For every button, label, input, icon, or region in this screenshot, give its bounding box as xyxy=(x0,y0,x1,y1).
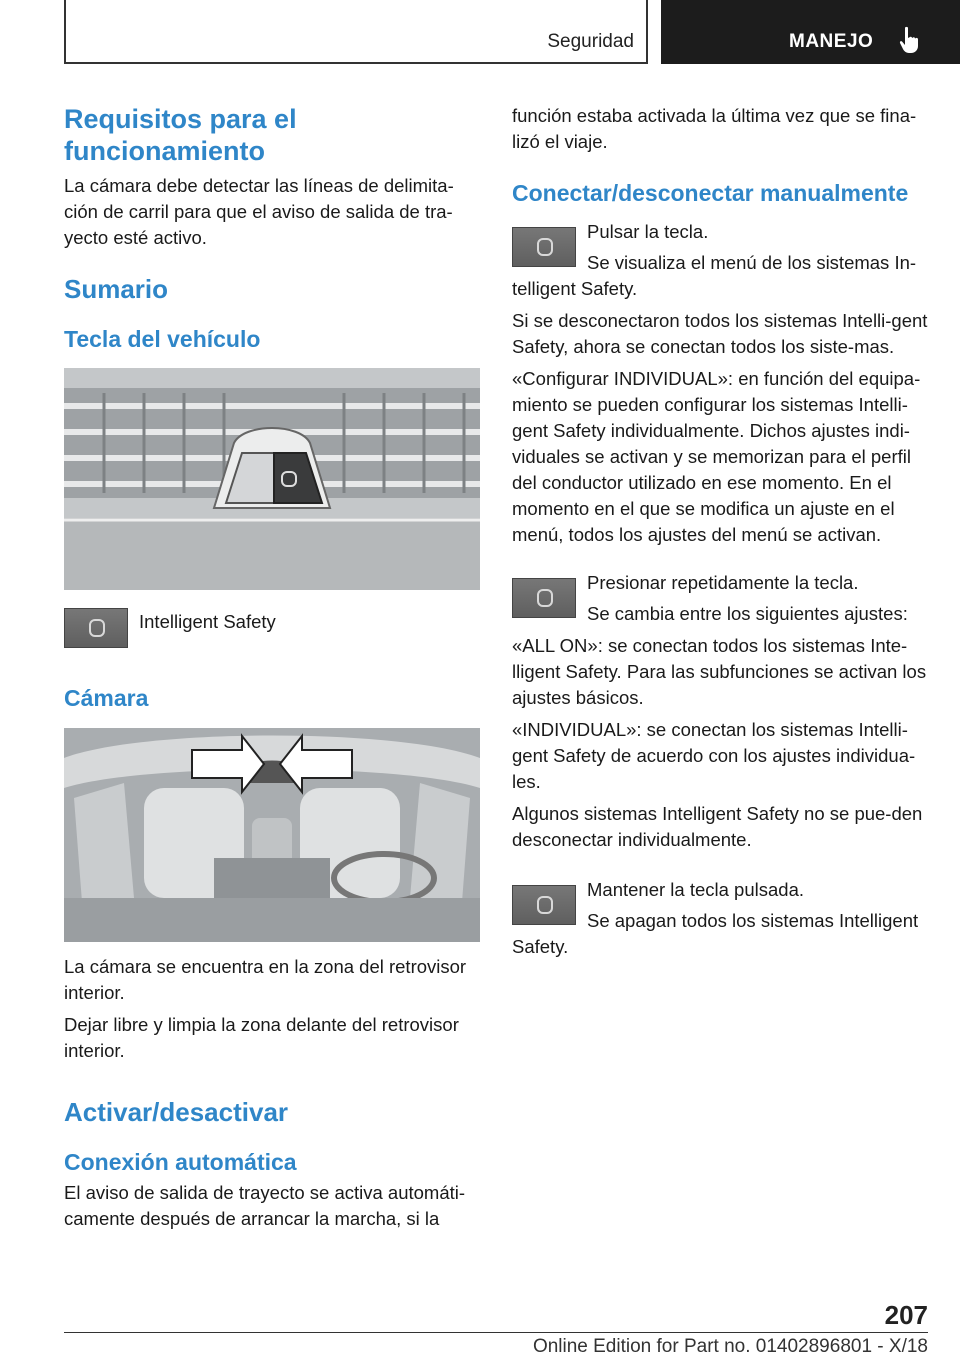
heading-requisitos: Requisitos para el funcionamiento xyxy=(64,104,297,166)
header-chapter-title: MANEJO xyxy=(789,31,874,52)
intelligent-safety-button-icon xyxy=(512,578,576,618)
text-apagan: Se apagan todos los sistemas Intelligent xyxy=(587,910,919,931)
right-column xyxy=(512,103,928,960)
key-label-intelligent-safety: Intelligent Safety xyxy=(139,611,276,632)
text-continuacion: función estaba activada la última vez que se fina-lizó el viaje. xyxy=(512,105,917,152)
heading-manual: Conectar/desconectar manualmente xyxy=(512,180,909,206)
header-section-title: Seguridad xyxy=(547,31,634,52)
text-presionar: Presionar repetidamente la tecla. xyxy=(587,572,859,593)
text-algunos: Algunos sistemas Intelligent Safety no se pue-den desconectar individualmente. xyxy=(512,803,923,850)
footer-rule xyxy=(64,1332,928,1333)
heading-activar: Activar/desactivar xyxy=(64,1097,289,1127)
camera-location-illustration xyxy=(64,728,480,942)
text-mantener: Mantener la tecla pulsada. xyxy=(587,879,804,900)
header-section-tab xyxy=(64,0,648,64)
vehicle-key-illustration xyxy=(64,368,480,590)
intelligent-safety-button-icon xyxy=(64,608,128,648)
heading-tecla-vehiculo: Tecla del vehículo xyxy=(64,326,261,352)
key-row-mantener xyxy=(512,877,928,960)
page-number: 207 xyxy=(884,1300,928,1330)
edition-note: Online Edition for Part no. 01402896801 - X/18 xyxy=(532,1336,928,1357)
text-all-on: «ALL ON»: se conectan todos los sistemas Inte-lligent Safety. Para las subfunciones se activan los ajustes básicos. xyxy=(512,635,927,708)
header-chapter-tab xyxy=(661,0,960,64)
text-visualiza: Se visualiza el menú de los sistemas In- xyxy=(587,252,917,273)
text-conexion: El aviso de salida de trayecto se activa automáti-camente después de arrancar la marcha, si la xyxy=(64,1182,466,1229)
intelligent-safety-button-icon xyxy=(512,885,576,925)
text-desconectaron: Si se desconectaron todos los sistemas Intelli-gent Safety, ahora se conectan todos los siste-mas. xyxy=(512,310,928,357)
text-apagan-cont: Safety. xyxy=(512,936,569,957)
heading-conexion-automatica: Conexión automática xyxy=(64,1149,297,1175)
text-pulsar: Pulsar la tecla. xyxy=(587,221,709,242)
text-camara-2: Dejar libre y limpia la zona delante del retrovisor interior. xyxy=(64,1014,459,1061)
key-row-presionar xyxy=(512,570,928,627)
hand-pointer-icon xyxy=(899,26,921,54)
heading-sumario: Sumario xyxy=(64,274,169,304)
key-row-pulsar xyxy=(512,219,928,302)
text-requisitos: La cámara debe detectar las líneas de delimita-ción de carril para que el aviso de salida de tra-yecto esté activo. xyxy=(64,175,454,248)
left-column xyxy=(64,100,480,1232)
text-camara-1: La cámara se encuentra en la zona del retrovisor interior. xyxy=(64,956,467,1003)
intelligent-safety-button-icon xyxy=(512,227,576,267)
text-individual: «INDIVIDUAL»: se conectan los sistemas Intelli-gent Safety de acuerdo con los ajustes individua-les. xyxy=(512,719,916,792)
key-row-intelligent-safety xyxy=(64,608,480,652)
text-cambia: Se cambia entre los siguientes ajustes: xyxy=(587,603,908,624)
text-visualiza-cont: telligent Safety. xyxy=(512,278,638,299)
text-configurar: «Configurar INDIVIDUAL»: en función del equipa-miento se pueden configurar los sistemas Intelli-gent Safety individualmente. Dichos ajustes indi-viduales se activan y se memorizan para el perfil del conductor utilizado en ese momento. En el momento en el que se modifica un ajuste en el menú, todos los ajustes del menú se activan. xyxy=(512,368,921,545)
heading-camara: Cámara xyxy=(64,685,149,711)
